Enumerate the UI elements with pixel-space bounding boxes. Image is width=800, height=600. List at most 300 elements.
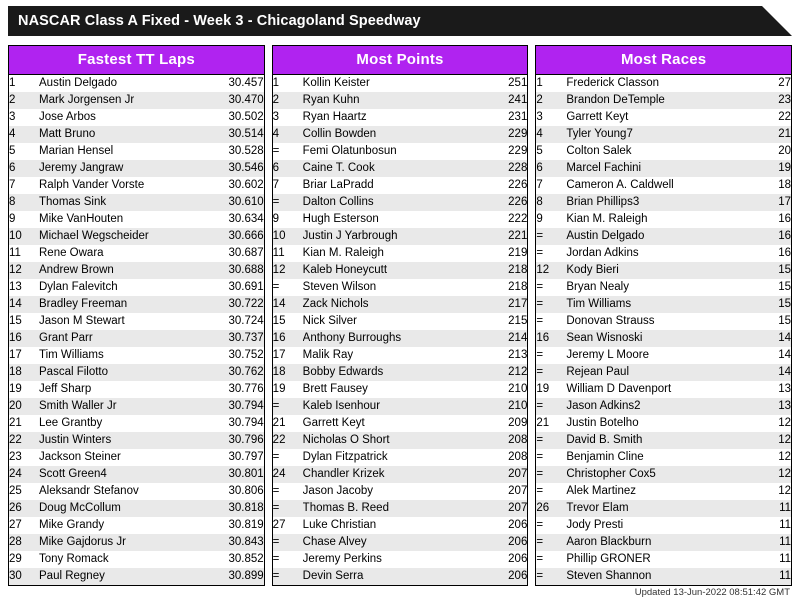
row-driver-name: Hugh Esterson xyxy=(303,211,476,228)
row-rank: = xyxy=(536,568,566,585)
table-row xyxy=(536,143,791,160)
row-value: 207 xyxy=(475,500,527,517)
row-driver-name: Dylan Fitzpatrick xyxy=(303,449,476,466)
row-value: 30.610 xyxy=(212,194,264,211)
row-driver-name: Mike VanHouten xyxy=(39,211,212,228)
table-row xyxy=(9,313,264,330)
row-rank: 23 xyxy=(9,449,39,466)
row-value: 22 xyxy=(739,109,791,126)
row-driver-name: Jordan Adkins xyxy=(566,245,739,262)
row-driver-name: Trevor Elam xyxy=(566,500,739,517)
row-driver-name: Luke Christian xyxy=(303,517,476,534)
table-row xyxy=(273,500,528,517)
table-row xyxy=(536,245,791,262)
corner-fold-decoration xyxy=(762,6,792,36)
table-row xyxy=(273,262,528,279)
row-value: 11 xyxy=(739,500,791,517)
table-row xyxy=(273,177,528,194)
row-rank: 14 xyxy=(273,296,303,313)
row-driver-name: Mark Jorgensen Jr xyxy=(39,92,212,109)
table-row xyxy=(536,500,791,517)
row-value: 206 xyxy=(475,534,527,551)
row-rank: 3 xyxy=(536,109,566,126)
row-driver-name: Jeremy Jangraw xyxy=(39,160,212,177)
row-rank: = xyxy=(273,279,303,296)
table-row xyxy=(9,551,264,568)
table-row xyxy=(273,245,528,262)
table-row xyxy=(9,75,264,92)
row-rank: = xyxy=(536,347,566,364)
table-row xyxy=(536,347,791,364)
row-value: 15 xyxy=(739,313,791,330)
row-value: 206 xyxy=(475,568,527,585)
row-rank: 1 xyxy=(9,75,39,92)
row-value: 21 xyxy=(739,126,791,143)
table-row xyxy=(273,415,528,432)
row-driver-name: Kian M. Raleigh xyxy=(303,245,476,262)
row-value: 23 xyxy=(739,92,791,109)
row-value: 30.752 xyxy=(212,347,264,364)
table-row xyxy=(273,143,528,160)
leaderboard-table xyxy=(273,75,528,585)
row-value: 214 xyxy=(475,330,527,347)
table-row xyxy=(9,432,264,449)
row-value: 208 xyxy=(475,432,527,449)
table-row xyxy=(9,517,264,534)
row-value: 207 xyxy=(475,466,527,483)
table-row xyxy=(273,449,528,466)
row-rank: = xyxy=(273,534,303,551)
row-value: 212 xyxy=(475,364,527,381)
row-value: 210 xyxy=(475,381,527,398)
row-value: 15 xyxy=(739,279,791,296)
page-title: NASCAR Class A Fixed - Week 3 - Chicagoland Speedway xyxy=(18,13,421,29)
row-value: 13 xyxy=(739,398,791,415)
row-rank: 17 xyxy=(273,347,303,364)
leaderboard-columns xyxy=(8,45,792,586)
row-rank: 30 xyxy=(9,568,39,585)
row-value: 30.457 xyxy=(212,75,264,92)
row-rank: = xyxy=(536,466,566,483)
table-row xyxy=(536,109,791,126)
row-driver-name: Austin Delgado xyxy=(39,75,212,92)
row-driver-name: Jeremy Perkins xyxy=(303,551,476,568)
row-value: 218 xyxy=(475,279,527,296)
row-value: 30.602 xyxy=(212,177,264,194)
table-row xyxy=(9,245,264,262)
table-row xyxy=(9,381,264,398)
row-driver-name: Cameron A. Caldwell xyxy=(566,177,739,194)
table-row xyxy=(9,126,264,143)
row-rank: 4 xyxy=(536,126,566,143)
row-rank: 26 xyxy=(536,500,566,517)
row-driver-name: Scott Green4 xyxy=(39,466,212,483)
table-row xyxy=(273,466,528,483)
table-row xyxy=(536,92,791,109)
table-row xyxy=(273,160,528,177)
row-driver-name: Tony Romack xyxy=(39,551,212,568)
row-rank: 27 xyxy=(9,517,39,534)
row-value: 14 xyxy=(739,330,791,347)
table-row xyxy=(273,313,528,330)
table-row xyxy=(273,398,528,415)
row-rank: = xyxy=(273,500,303,517)
row-rank: 25 xyxy=(9,483,39,500)
row-rank: 11 xyxy=(273,245,303,262)
row-driver-name: Paul Regney xyxy=(39,568,212,585)
row-rank: = xyxy=(536,364,566,381)
row-rank: = xyxy=(536,296,566,313)
row-driver-name: Kian M. Raleigh xyxy=(566,211,739,228)
row-value: 17 xyxy=(739,194,791,211)
leaderboard-table xyxy=(536,75,791,585)
row-value: 229 xyxy=(475,126,527,143)
row-value: 30.737 xyxy=(212,330,264,347)
row-rank: 12 xyxy=(9,262,39,279)
table-row xyxy=(9,296,264,313)
row-driver-name: Anthony Burroughs xyxy=(303,330,476,347)
row-driver-name: Jason Adkins2 xyxy=(566,398,739,415)
row-rank: 11 xyxy=(9,245,39,262)
row-value: 11 xyxy=(739,568,791,585)
row-driver-name: Thomas B. Reed xyxy=(303,500,476,517)
table-row xyxy=(9,194,264,211)
table-row xyxy=(536,415,791,432)
table-row xyxy=(536,228,791,245)
row-value: 30.634 xyxy=(212,211,264,228)
table-row xyxy=(273,75,528,92)
row-value: 30.762 xyxy=(212,364,264,381)
row-driver-name: Ryan Kuhn xyxy=(303,92,476,109)
table-row xyxy=(273,432,528,449)
table-row xyxy=(273,92,528,109)
row-value: 241 xyxy=(475,92,527,109)
row-rank: 7 xyxy=(273,177,303,194)
row-rank: = xyxy=(536,398,566,415)
row-value: 206 xyxy=(475,551,527,568)
row-rank: 28 xyxy=(9,534,39,551)
row-value: 30.691 xyxy=(212,279,264,296)
table-row xyxy=(273,194,528,211)
table-row xyxy=(536,160,791,177)
row-rank: 16 xyxy=(536,330,566,347)
row-value: 15 xyxy=(739,296,791,313)
row-rank: 7 xyxy=(536,177,566,194)
row-driver-name: Nick Silver xyxy=(303,313,476,330)
table-row xyxy=(536,381,791,398)
row-value: 30.843 xyxy=(212,534,264,551)
leaderboard-most-points xyxy=(272,45,529,586)
row-driver-name: Jason M Stewart xyxy=(39,313,212,330)
row-driver-name: Bobby Edwards xyxy=(303,364,476,381)
row-driver-name: Brandon DeTemple xyxy=(566,92,739,109)
row-driver-name: Matt Bruno xyxy=(39,126,212,143)
row-rank: 10 xyxy=(273,228,303,245)
table-row xyxy=(9,466,264,483)
row-value: 226 xyxy=(475,194,527,211)
row-driver-name: Bryan Nealy xyxy=(566,279,739,296)
row-driver-name: Tyler Young7 xyxy=(566,126,739,143)
row-value: 27 xyxy=(739,75,791,92)
table-row xyxy=(536,398,791,415)
row-rank: 9 xyxy=(9,211,39,228)
table-row xyxy=(273,381,528,398)
row-driver-name: Kody Bieri xyxy=(566,262,739,279)
row-value: 16 xyxy=(739,245,791,262)
row-value: 30.818 xyxy=(212,500,264,517)
row-driver-name: Brian Phillips3 xyxy=(566,194,739,211)
table-row xyxy=(273,211,528,228)
table-row xyxy=(9,568,264,585)
row-rank: 22 xyxy=(9,432,39,449)
row-rank: 21 xyxy=(273,415,303,432)
row-rank: 10 xyxy=(9,228,39,245)
row-rank: = xyxy=(536,432,566,449)
row-driver-name: Garrett Keyt xyxy=(303,415,476,432)
leaderboard-most-races xyxy=(535,45,792,586)
row-driver-name: Marian Hensel xyxy=(39,143,212,160)
column-title: Most Races xyxy=(536,46,791,75)
row-driver-name: Chase Alvey xyxy=(303,534,476,551)
row-rank: = xyxy=(273,483,303,500)
row-rank: 19 xyxy=(9,381,39,398)
table-row xyxy=(273,483,528,500)
row-value: 12 xyxy=(739,432,791,449)
table-row xyxy=(273,296,528,313)
table-row xyxy=(9,279,264,296)
row-driver-name: Jackson Steiner xyxy=(39,449,212,466)
row-value: 30.528 xyxy=(212,143,264,160)
row-value: 16 xyxy=(739,228,791,245)
table-row xyxy=(536,551,791,568)
row-driver-name: Rejean Paul xyxy=(566,364,739,381)
row-value: 217 xyxy=(475,296,527,313)
column-title: Most Points xyxy=(273,46,528,75)
table-row xyxy=(9,449,264,466)
row-driver-name: Tim Williams xyxy=(566,296,739,313)
table-row xyxy=(9,160,264,177)
row-driver-name: Brett Fausey xyxy=(303,381,476,398)
table-row xyxy=(273,126,528,143)
row-driver-name: Andrew Brown xyxy=(39,262,212,279)
row-rank: 2 xyxy=(536,92,566,109)
row-value: 229 xyxy=(475,143,527,160)
row-rank: 16 xyxy=(273,330,303,347)
row-rank: 2 xyxy=(9,92,39,109)
row-driver-name: Rene Owara xyxy=(39,245,212,262)
row-value: 11 xyxy=(739,517,791,534)
row-value: 15 xyxy=(739,262,791,279)
row-rank: 2 xyxy=(273,92,303,109)
row-driver-name: Jason Jacoby xyxy=(303,483,476,500)
row-driver-name: Marcel Fachini xyxy=(566,160,739,177)
row-rank: 16 xyxy=(9,330,39,347)
row-rank: 1 xyxy=(536,75,566,92)
row-value: 221 xyxy=(475,228,527,245)
row-value: 251 xyxy=(475,75,527,92)
table-row xyxy=(536,466,791,483)
table-body-2 xyxy=(536,75,791,585)
leaderboard-fastest-tt-laps xyxy=(8,45,265,586)
table-row xyxy=(9,534,264,551)
table-row xyxy=(536,75,791,92)
row-driver-name: Nicholas O Short xyxy=(303,432,476,449)
row-driver-name: Justin J Yarbrough xyxy=(303,228,476,245)
row-value: 207 xyxy=(475,483,527,500)
row-driver-name: Alek Martinez xyxy=(566,483,739,500)
row-rank: 24 xyxy=(9,466,39,483)
row-driver-name: William D Davenport xyxy=(566,381,739,398)
row-driver-name: Kaleb Isenhour xyxy=(303,398,476,415)
table-row xyxy=(273,228,528,245)
row-value: 228 xyxy=(475,160,527,177)
row-driver-name: Devin Serra xyxy=(303,568,476,585)
row-driver-name: Colton Salek xyxy=(566,143,739,160)
row-driver-name: Smith Waller Jr xyxy=(39,398,212,415)
row-rank: 7 xyxy=(9,177,39,194)
table-row xyxy=(9,177,264,194)
row-rank: = xyxy=(273,398,303,415)
row-value: 30.776 xyxy=(212,381,264,398)
row-rank: 21 xyxy=(9,415,39,432)
row-driver-name: Justin Botelho xyxy=(566,415,739,432)
table-row xyxy=(9,415,264,432)
row-rank: = xyxy=(536,228,566,245)
table-row xyxy=(9,347,264,364)
row-driver-name: Justin Winters xyxy=(39,432,212,449)
row-rank: 24 xyxy=(273,466,303,483)
table-row xyxy=(536,262,791,279)
row-rank: = xyxy=(273,194,303,211)
row-driver-name: Garrett Keyt xyxy=(566,109,739,126)
row-value: 12 xyxy=(739,415,791,432)
row-driver-name: Bradley Freeman xyxy=(39,296,212,313)
row-driver-name: Ralph Vander Vorste xyxy=(39,177,212,194)
row-value: 213 xyxy=(475,347,527,364)
row-rank: 9 xyxy=(273,211,303,228)
table-row xyxy=(273,534,528,551)
row-rank: 15 xyxy=(273,313,303,330)
row-rank: 22 xyxy=(273,432,303,449)
row-value: 11 xyxy=(739,551,791,568)
row-value: 209 xyxy=(475,415,527,432)
table-row xyxy=(536,313,791,330)
table-row xyxy=(536,330,791,347)
row-rank: 4 xyxy=(273,126,303,143)
row-driver-name: Dylan Falevitch xyxy=(39,279,212,296)
row-rank: = xyxy=(536,313,566,330)
leaderboard-table xyxy=(9,75,264,585)
row-rank: 6 xyxy=(9,160,39,177)
table-row xyxy=(536,211,791,228)
row-value: 30.688 xyxy=(212,262,264,279)
table-row xyxy=(273,330,528,347)
row-value: 30.502 xyxy=(212,109,264,126)
row-rank: 8 xyxy=(536,194,566,211)
row-driver-name: David B. Smith xyxy=(566,432,739,449)
row-value: 30.819 xyxy=(212,517,264,534)
row-rank: = xyxy=(536,449,566,466)
row-value: 30.794 xyxy=(212,398,264,415)
row-rank: 5 xyxy=(9,143,39,160)
row-driver-name: Grant Parr xyxy=(39,330,212,347)
row-value: 12 xyxy=(739,483,791,500)
table-row xyxy=(536,483,791,500)
row-value: 13 xyxy=(739,381,791,398)
row-rank: 29 xyxy=(9,551,39,568)
row-rank: = xyxy=(273,143,303,160)
row-driver-name: Zack Nichols xyxy=(303,296,476,313)
row-rank: = xyxy=(536,245,566,262)
table-row xyxy=(9,92,264,109)
row-value: 226 xyxy=(475,177,527,194)
row-driver-name: Benjamin Cline xyxy=(566,449,739,466)
row-rank: 15 xyxy=(9,313,39,330)
row-value: 30.806 xyxy=(212,483,264,500)
row-value: 210 xyxy=(475,398,527,415)
row-rank: = xyxy=(536,483,566,500)
table-row xyxy=(536,449,791,466)
row-rank: 5 xyxy=(536,143,566,160)
row-driver-name: Jody Presti xyxy=(566,517,739,534)
row-driver-name: Aaron Blackburn xyxy=(566,534,739,551)
row-driver-name: Dalton Collins xyxy=(303,194,476,211)
row-value: 30.794 xyxy=(212,415,264,432)
row-driver-name: Collin Bowden xyxy=(303,126,476,143)
table-row xyxy=(9,483,264,500)
row-driver-name: Malik Ray xyxy=(303,347,476,364)
row-rank: 3 xyxy=(273,109,303,126)
table-row xyxy=(9,330,264,347)
row-rank: 19 xyxy=(273,381,303,398)
row-value: 30.796 xyxy=(212,432,264,449)
row-value: 30.666 xyxy=(212,228,264,245)
row-rank: 6 xyxy=(536,160,566,177)
row-driver-name: Kaleb Honeycutt xyxy=(303,262,476,279)
row-value: 30.852 xyxy=(212,551,264,568)
row-value: 14 xyxy=(739,364,791,381)
row-value: 30.722 xyxy=(212,296,264,313)
row-value: 12 xyxy=(739,466,791,483)
table-row xyxy=(9,211,264,228)
table-row xyxy=(536,177,791,194)
row-rank: 6 xyxy=(273,160,303,177)
updated-timestamp: Updated 13-Jun-2022 08:51:42 GMT xyxy=(634,587,790,598)
row-rank: 14 xyxy=(9,296,39,313)
row-value: 208 xyxy=(475,449,527,466)
row-value: 206 xyxy=(475,517,527,534)
row-driver-name: Tim Williams xyxy=(39,347,212,364)
table-row xyxy=(9,500,264,517)
table-row xyxy=(9,364,264,381)
row-value: 19 xyxy=(739,160,791,177)
row-rank: 26 xyxy=(9,500,39,517)
row-value: 222 xyxy=(475,211,527,228)
row-driver-name: Austin Delgado xyxy=(566,228,739,245)
row-driver-name: Kollin Keister xyxy=(303,75,476,92)
table-body-0 xyxy=(9,75,264,585)
row-driver-name: Femi Olatunbosun xyxy=(303,143,476,160)
row-driver-name: Mike Gajdorus Jr xyxy=(39,534,212,551)
row-driver-name: Briar LaPradd xyxy=(303,177,476,194)
row-rank: 21 xyxy=(536,415,566,432)
row-rank: 12 xyxy=(273,262,303,279)
row-driver-name: Michael Wegscheider xyxy=(39,228,212,245)
row-driver-name: Ryan Haartz xyxy=(303,109,476,126)
table-row xyxy=(536,517,791,534)
table-row xyxy=(9,143,264,160)
table-row xyxy=(536,194,791,211)
